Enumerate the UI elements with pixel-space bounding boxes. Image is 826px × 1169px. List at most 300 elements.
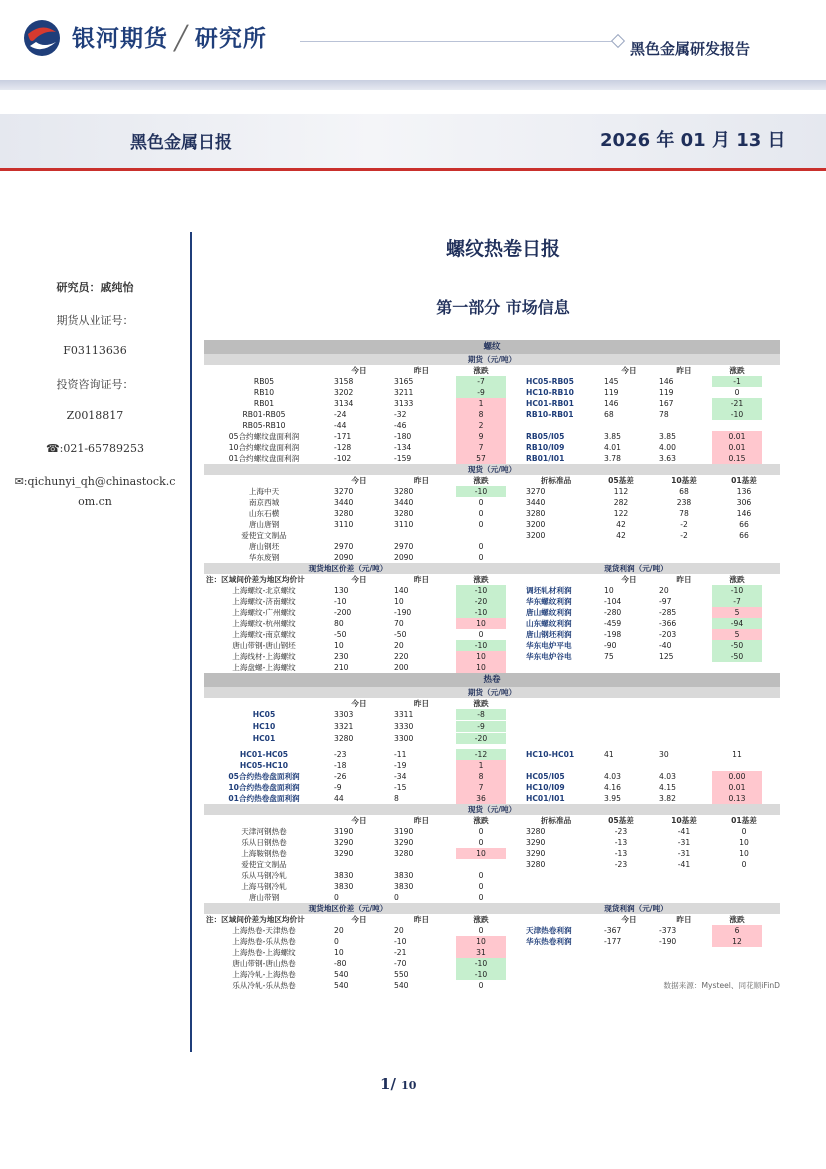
row-label: RB01 [253, 399, 275, 408]
yesterday-value: 0 [394, 893, 399, 902]
yesterday-value: 3300 [394, 734, 414, 743]
row-label: 上海螺纹-北京螺纹 [232, 586, 296, 595]
today-value-right: 3.85 [604, 432, 621, 441]
today-value-right: -367 [604, 926, 622, 935]
yesterday-value: 3440 [394, 498, 414, 507]
today-value [334, 859, 384, 870]
column-header: 今日 [621, 366, 637, 375]
change-value-right [712, 958, 762, 969]
standard-price [526, 870, 586, 881]
yesterday-value-right: 78 [659, 410, 669, 419]
hrc-spread-row [204, 749, 780, 760]
main-title: 螺纹热卷日报 [445, 238, 560, 260]
today-value: 20 [334, 926, 344, 935]
basis-05: 122 [613, 509, 629, 518]
column-header: 涨跌 [473, 366, 489, 375]
row-label: 乐从冷轧-乐从热卷 [232, 981, 296, 990]
row-label-right: 山东螺纹利润 [526, 619, 572, 628]
yesterday-value-right: -97 [659, 597, 672, 606]
today-value: 3830 [334, 871, 354, 880]
change-value: -10 [456, 486, 506, 497]
column-header: 今日 [621, 915, 637, 924]
yesterday-value: 3290 [394, 838, 414, 847]
yesterday-value-right: -366 [659, 619, 677, 628]
change-value: 1 [456, 398, 506, 409]
change-value: 0 [478, 630, 484, 639]
phone: ☎:021-65789253 [45, 442, 145, 455]
hrc-diff-row [204, 936, 780, 947]
today-value-right: 4.03 [604, 772, 621, 781]
today-value: -128 [334, 443, 352, 452]
hrc-spot-row [204, 837, 780, 848]
license-number: F03113636 [63, 344, 127, 357]
today-value-right: 145 [604, 377, 619, 386]
yesterday-value-right: 30 [659, 750, 669, 759]
rebar-spot-row [204, 519, 780, 530]
change-value [456, 859, 506, 870]
hrc-spot-row [204, 870, 780, 881]
yesterday-value: 540 [394, 981, 409, 990]
row-label: 05合约螺纹盘面利润 [228, 432, 300, 441]
basis-05 [596, 541, 646, 552]
hrc-diff-row [204, 969, 780, 980]
today-value: -26 [334, 772, 347, 781]
column-header: 昨日 [676, 915, 692, 924]
change-value: 8 [456, 771, 506, 782]
yesterday-value-right: 167 [659, 399, 674, 408]
rebar-futures-row [204, 420, 780, 431]
yesterday-value: 3280 [394, 487, 414, 496]
row-label: RB05-RB10 [242, 421, 286, 430]
hrc-diff-profit-header-right: 现货利润（元/吨） [604, 904, 668, 913]
yesterday-value: -50 [394, 630, 407, 639]
column-header: 今日 [351, 699, 367, 708]
standard-price: 3280 [526, 509, 546, 518]
yesterday-value: 140 [394, 586, 409, 595]
column-header: 昨日 [413, 476, 430, 485]
galaxy-logo-icon [22, 18, 62, 58]
row-label: 上海马钢冷轧 [241, 882, 287, 891]
change-value: -20 [456, 596, 506, 607]
row-label: 爱使宜文制品 [241, 531, 287, 540]
yesterday-value-right: 4.03 [659, 772, 676, 781]
change-value-right: -94 [712, 618, 762, 629]
license-label: 期货从业证号： [56, 314, 134, 327]
yesterday-value: 3830 [394, 882, 414, 891]
today-value: 3190 [334, 827, 354, 836]
change-value-right [712, 760, 762, 771]
row-label: 唐山带钢-唐山热卷 [232, 959, 296, 968]
today-value-right: -198 [604, 630, 622, 639]
today-value: -44 [334, 421, 347, 430]
today-value: 210 [334, 663, 349, 672]
today-value: -23 [334, 750, 347, 759]
basis-05: -23 [614, 827, 628, 836]
change-value-right: 0.15 [712, 453, 762, 464]
yesterday-value-right [659, 420, 709, 431]
change-value-right: -10 [712, 585, 762, 596]
rebar-diff-row [204, 662, 780, 673]
rebar-spot-row [204, 552, 780, 563]
column-header: 10基差 [671, 476, 697, 485]
change-value: 0 [478, 509, 484, 518]
today-value: -80 [334, 959, 347, 968]
rebar-diff-row [204, 607, 780, 618]
yesterday-value: -180 [394, 432, 412, 441]
yesterday-value: 3133 [394, 399, 414, 408]
row-label: 南京西城 [248, 498, 280, 507]
today-value-right: 10 [604, 586, 614, 595]
change-value-right: 5 [712, 607, 762, 618]
today-value: 2970 [334, 542, 354, 551]
basis-05: 282 [613, 498, 629, 507]
row-label-right [526, 947, 601, 958]
rebar-spot-row [204, 508, 780, 519]
row-label-right: HC01-RB01 [526, 399, 574, 408]
row-label-right: RB01/I01 [526, 454, 565, 463]
change-value-right: 0.01 [712, 442, 762, 453]
today-value: -50 [334, 630, 347, 639]
hrc-spot-row [204, 826, 780, 837]
row-label: HC05 [252, 710, 276, 719]
hrc-futures-column-header [204, 698, 780, 709]
row-label-right: 华东热卷利润 [526, 937, 572, 946]
yesterday-value: -21 [394, 948, 407, 957]
yesterday-value: 2970 [394, 542, 414, 551]
row-label-right: HC10/I09 [526, 783, 565, 792]
basis-10: -41 [677, 860, 691, 869]
today-value: -200 [334, 608, 352, 617]
invest-license-label: 投资咨询证号： [56, 378, 134, 391]
change-value: 7 [456, 442, 506, 453]
row-label: HC10 [252, 722, 276, 731]
basis-05 [596, 881, 646, 892]
column-header: 昨日 [413, 575, 430, 584]
row-label: 唐山带钢 [248, 893, 280, 902]
change-value: 10 [456, 618, 506, 629]
change-value: 10 [456, 651, 506, 662]
row-label: 01合约热卷盘面利润 [228, 794, 300, 803]
basis-10 [659, 870, 709, 881]
basis-01: 66 [739, 531, 749, 540]
column-header: 昨日 [413, 816, 430, 825]
change-value: -10 [456, 969, 506, 980]
rebar-futures-row [204, 398, 780, 409]
header-band [0, 80, 826, 90]
row-label: 上海螺纹-南京螺纹 [232, 630, 296, 639]
yesterday-value: 8 [394, 794, 399, 803]
yesterday-value: -190 [394, 608, 412, 617]
yesterday-value-right: 3.63 [659, 454, 676, 463]
change-value-right: 11 [732, 750, 742, 759]
rebar-section-header: 螺纹 [204, 340, 780, 354]
row-label: 乐从马钢冷轧 [241, 871, 287, 880]
yesterday-value-right [659, 947, 709, 958]
standard-price: 3290 [526, 838, 546, 847]
row-label-right: HC10-HC01 [526, 750, 575, 759]
row-label-right [526, 969, 601, 980]
yesterday-value: 3110 [394, 520, 414, 529]
hrc-spot-row [204, 859, 780, 870]
yesterday-value: -15 [394, 783, 407, 792]
change-value: -10 [456, 585, 506, 596]
column-header: 今日 [621, 575, 637, 584]
invest-license-number: Z0018817 [66, 409, 124, 422]
row-label-right: 天津热卷利润 [526, 926, 572, 935]
row-label-right: HC05/I05 [526, 772, 565, 781]
report-date: 2026 年 01 月 13 日 [600, 130, 786, 151]
row-label: 唐山钢坯 [248, 542, 280, 551]
change-value: 0 [478, 882, 484, 891]
row-label-right [526, 958, 601, 969]
yesterday-value: 70 [394, 619, 404, 628]
row-label: RB01-RB05 [242, 410, 286, 419]
change-value-right: -50 [712, 640, 762, 651]
basis-10: 68 [679, 487, 689, 496]
change-value: 8 [456, 409, 506, 420]
today-value: 3830 [334, 882, 354, 891]
hrc-futures-row [204, 733, 780, 745]
yesterday-value: 3280 [394, 849, 414, 858]
column-header: 涨跌 [473, 915, 489, 924]
row-label: 10合约螺纹盘面利润 [228, 443, 300, 452]
yesterday-value: 3190 [394, 827, 414, 836]
rebar-spot-row [204, 486, 780, 497]
rebar-spot-row [204, 497, 780, 508]
row-label: 山东石横 [248, 509, 280, 518]
today-value-right: -177 [604, 937, 622, 946]
column-header: 涨跌 [473, 816, 489, 825]
row-label: 唐山唐钢 [248, 520, 280, 529]
yesterday-value: 20 [394, 926, 404, 935]
yesterday-value: -70 [394, 959, 407, 968]
row-label: 05合约热卷盘面利润 [228, 772, 300, 781]
today-value [334, 530, 384, 541]
row-label-right: RB05/I05 [526, 432, 565, 441]
row-label-right: 唐山螺纹利润 [526, 608, 572, 617]
hrc-futures-row [204, 709, 780, 721]
rebar-futures-header [204, 354, 780, 365]
change-value: 1 [456, 760, 506, 771]
yesterday-value-right: -40 [659, 641, 672, 650]
basis-01: 10 [739, 849, 749, 858]
row-label-right: 调坯轧材利润 [526, 586, 572, 595]
hrc-spot-column-header [204, 815, 780, 826]
row-label-right: HC01/I01 [526, 794, 565, 803]
email-line-1[interactable]: ✉:qichunyi_qh@chinastock.c [14, 475, 176, 488]
standard-price: 3280 [526, 827, 546, 836]
today-value-right [604, 662, 654, 673]
basis-01 [719, 541, 769, 552]
column-header: 今日 [351, 476, 367, 485]
basis-10 [659, 552, 709, 563]
change-value-right: 0.01 [712, 782, 762, 793]
today-value: 0 [334, 893, 339, 902]
hrc-diff-row [204, 947, 780, 958]
basis-05: 112 [613, 487, 629, 496]
rebar-futures-row [204, 453, 780, 464]
column-header: 10基差 [671, 816, 697, 825]
yesterday-value: 3165 [394, 377, 414, 386]
yesterday-value: -34 [394, 772, 407, 781]
yesterday-value-right: -203 [659, 630, 677, 639]
yesterday-value-right: -373 [659, 926, 677, 935]
rebar-diff-column-header [204, 574, 780, 585]
yesterday-value: -10 [394, 937, 407, 946]
change-value: 57 [456, 453, 506, 464]
change-value: 10 [456, 936, 506, 947]
today-value: 2090 [334, 553, 354, 562]
yesterday-value-right [659, 760, 709, 771]
banner-red-rule [0, 168, 826, 171]
hrc-spot-header-label: 现货（元/吨） [467, 805, 517, 814]
hrc-spot-header [204, 804, 780, 815]
yesterday-value-right: -190 [659, 937, 677, 946]
hrc-spot-row [204, 881, 780, 892]
row-label-right: HC10-RB10 [526, 388, 574, 397]
yesterday-value-right: 3.82 [659, 794, 676, 803]
column-header: 昨日 [676, 366, 692, 375]
yesterday-value [394, 859, 449, 870]
standard-price: 3270 [526, 487, 546, 496]
standard-price [526, 541, 586, 552]
row-label: 01合约螺纹盘面利润 [228, 454, 300, 463]
change-value-right: -50 [712, 651, 762, 662]
change-value: 7 [456, 782, 506, 793]
today-value: 130 [334, 586, 349, 595]
column-header: 折标准品 [540, 476, 572, 485]
change-value-right [712, 420, 762, 431]
today-value: 3270 [334, 487, 354, 496]
hrc-spot-row [204, 848, 780, 859]
yesterday-value-right: 119 [659, 388, 674, 397]
row-label: 上海盘螺-上海螺纹 [232, 663, 296, 672]
yesterday-value: 3311 [394, 710, 414, 719]
change-value: 31 [456, 947, 506, 958]
today-value: -171 [334, 432, 352, 441]
change-value-right [712, 969, 762, 980]
yesterday-value-right: 146 [659, 377, 674, 386]
today-value-right: 146 [604, 399, 619, 408]
header-divider [300, 41, 620, 42]
change-value: 2 [456, 420, 506, 431]
standard-price: 3200 [526, 531, 546, 540]
today-value-right: 3.95 [604, 794, 621, 803]
rebar-diff-profit-header-right: 现货利润（元/吨） [604, 564, 668, 573]
basis-10: -31 [677, 838, 691, 847]
yesterday-value: 2090 [394, 553, 414, 562]
rebar-spot-row [204, 530, 780, 541]
column-header: 今日 [351, 816, 367, 825]
rebar-spot-column-header [204, 475, 780, 486]
yesterday-value: -159 [394, 454, 412, 463]
rebar-futures-column-header [204, 365, 780, 376]
change-value: -20 [456, 733, 506, 744]
row-label-right [526, 662, 601, 673]
column-header: 涨跌 [473, 575, 489, 584]
today-value: 10 [334, 641, 344, 650]
yesterday-value-right [659, 662, 709, 673]
change-value: -10 [456, 607, 506, 618]
banner-title: 黑色金属日报 [130, 133, 232, 153]
change-value: 10 [456, 662, 506, 673]
basis-05: -13 [614, 849, 628, 858]
row-label-right [526, 980, 601, 991]
today-value: 3202 [334, 388, 354, 397]
basis-01: 0 [741, 827, 747, 836]
today-value-right: 75 [604, 652, 614, 661]
change-value: 0 [478, 542, 484, 551]
column-header: 涨跌 [473, 699, 489, 708]
column-header: 涨跌 [473, 476, 489, 485]
rebar-diff-row [204, 651, 780, 662]
rebar-futures-row [204, 376, 780, 387]
today-value: 230 [334, 652, 349, 661]
today-value-right: 41 [604, 750, 614, 759]
yesterday-value-right: 4.00 [659, 443, 676, 452]
row-label-right: 唐山钢坯利润 [526, 630, 572, 639]
row-label: 唐山带钢-唐山钢坯 [232, 641, 296, 650]
change-value: -9 [456, 387, 506, 398]
row-label: 上海线材-上海螺纹 [232, 652, 296, 661]
hrc-diff-row [204, 980, 780, 991]
basis-05: 42 [616, 531, 626, 540]
hrc-spot-row [204, 892, 780, 903]
change-value [456, 530, 506, 541]
today-value-right: 68 [604, 410, 614, 419]
email-line-2[interactable]: om.cn [78, 495, 112, 508]
row-label-right: HC05-RB05 [526, 377, 574, 386]
basis-05 [596, 552, 646, 563]
note-text: 注：区域间价差为地区均价计 [206, 915, 305, 924]
row-label: 上海热卷-上海螺纹 [232, 948, 296, 957]
change-value: 0 [478, 871, 484, 880]
basis-10: -2 [680, 520, 688, 529]
yesterday-value: 3280 [394, 509, 414, 518]
hrc-spread-row [204, 782, 780, 793]
yesterday-value: 10 [394, 597, 404, 606]
today-value: 3290 [334, 849, 354, 858]
row-label: HC05-HC10 [239, 761, 289, 770]
column-header: 今日 [351, 575, 367, 584]
basis-05: 42 [616, 520, 626, 529]
column-header: 折标准品 [540, 816, 572, 825]
today-value: 3321 [334, 722, 354, 731]
basis-01 [719, 552, 769, 563]
today-value-right: -459 [604, 619, 622, 628]
change-value: 0 [478, 893, 484, 902]
today-value: 3110 [334, 520, 354, 529]
basis-10 [659, 892, 709, 903]
yesterday-value: 3830 [394, 871, 414, 880]
basis-01: 10 [739, 838, 749, 847]
today-value-right [604, 947, 654, 958]
rebar-diff-row [204, 640, 780, 651]
column-header: 昨日 [413, 915, 430, 924]
change-value-right: 12 [712, 936, 762, 947]
rebar-futures-header-label: 期货（元/吨） [467, 355, 517, 364]
standard-price: 3290 [526, 849, 546, 858]
today-value: 3158 [334, 377, 354, 386]
standard-price [526, 892, 586, 903]
today-value: 3280 [334, 734, 354, 743]
basis-05 [596, 892, 646, 903]
rebar-spot-header [204, 464, 780, 475]
hrc-diff-row [204, 958, 780, 969]
row-label: RB10 [253, 388, 275, 397]
yesterday-value-right [659, 958, 709, 969]
today-value-right: -104 [604, 597, 622, 606]
